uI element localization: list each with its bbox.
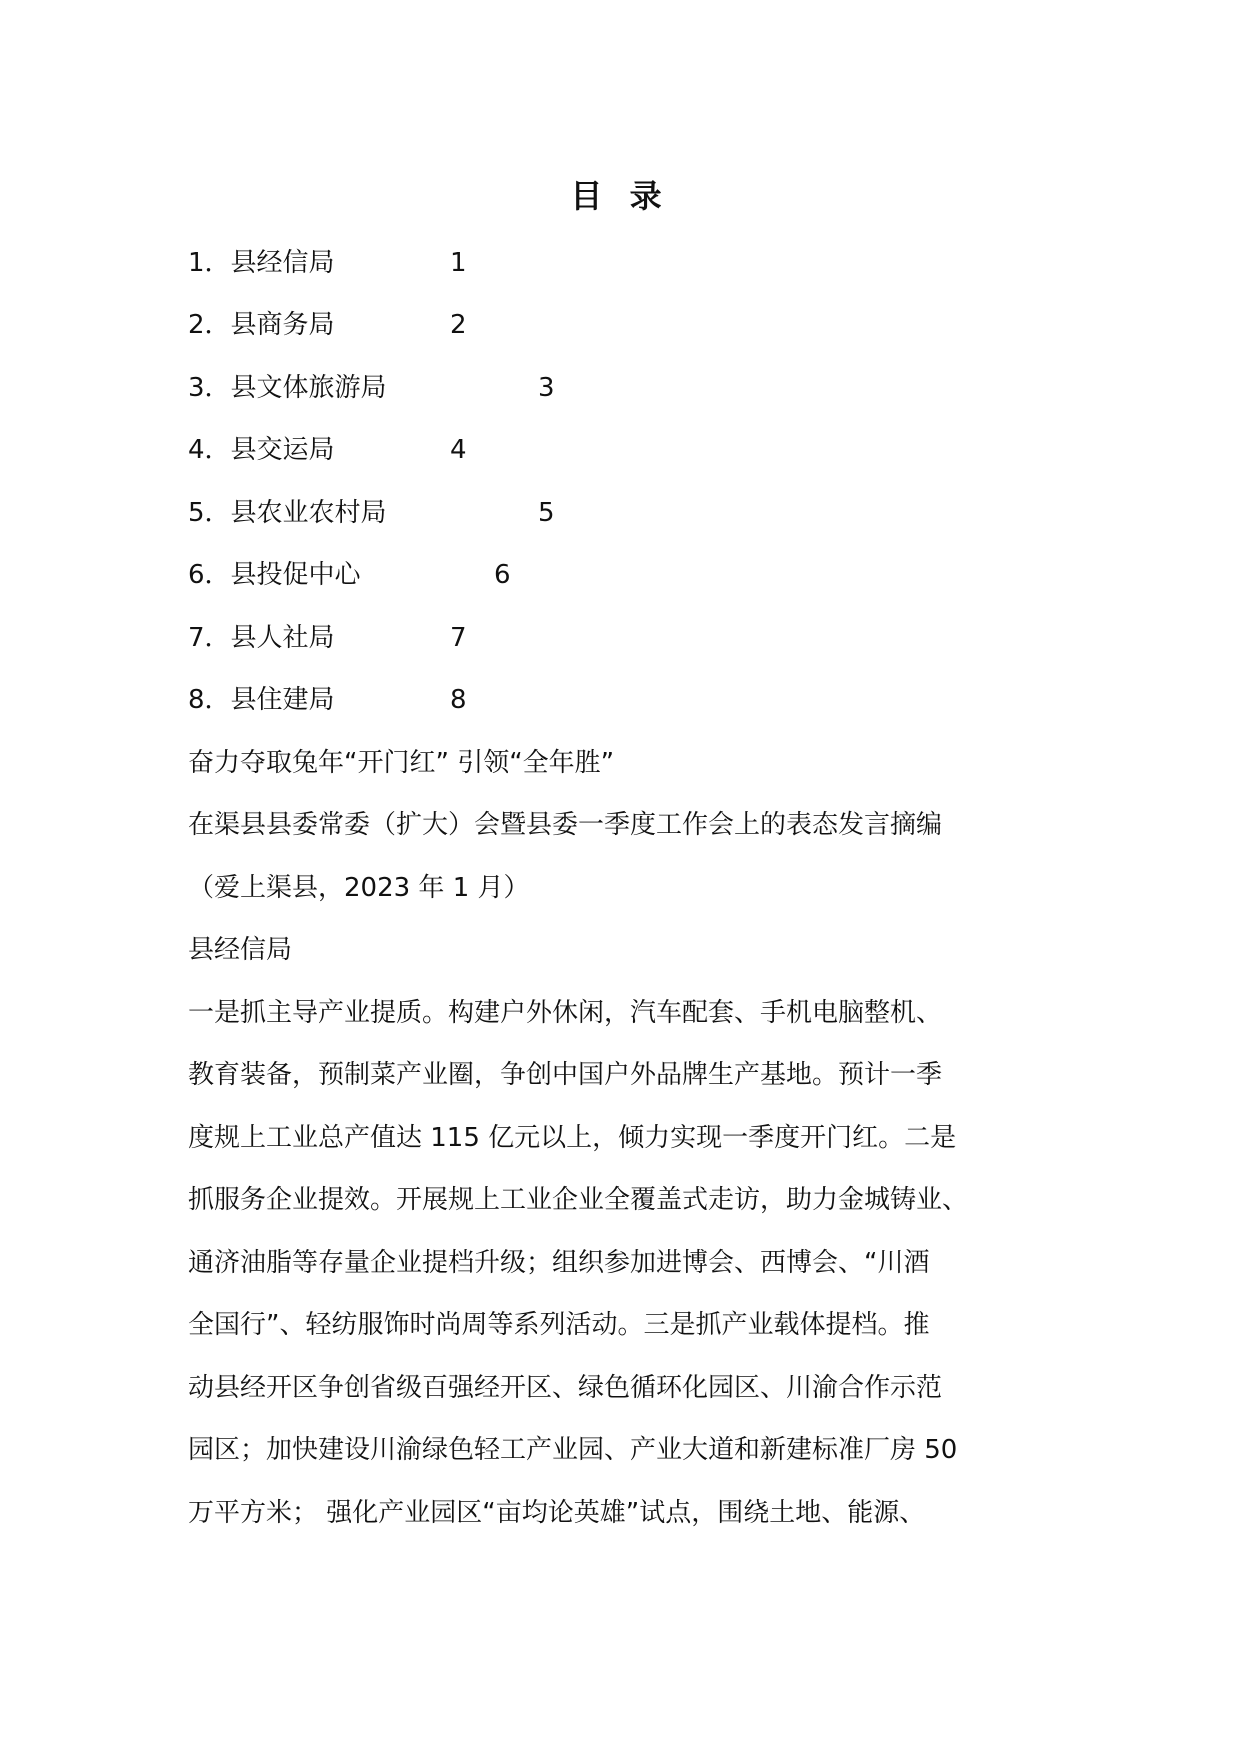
toc-item-page: 8 [450, 685, 467, 715]
toc-item-label: 6．县投促中心 [188, 560, 361, 590]
toc-item-page: 6 [494, 560, 511, 590]
body-line: 通济油脂等存量企业提档升级；组织参加进博会、西博会、“川酒 [188, 1248, 930, 1278]
toc-item-page: 4 [450, 435, 467, 465]
toc-item-page: 3 [538, 373, 555, 403]
page-title: 目 录 [570, 177, 670, 215]
body-line: 一是抓主导产业提质。构建户外休闲，汽车配套、手机电脑整机、 [188, 998, 943, 1028]
body-line: 园区；加快建设川渝绿色轻工产业园、产业大道和新建标准厂房 50 [188, 1435, 958, 1465]
toc-item-label: 4．县交运局 [188, 435, 335, 465]
document-source: （爱上渠县，2023 年 1 月） [188, 873, 530, 903]
toc-item-page: 7 [450, 623, 467, 653]
toc-item-label: 2．县商务局 [188, 310, 335, 340]
body-line: 抓服务企业提效。开展规上工业企业全覆盖式走访，助力金城铸业、 [188, 1185, 969, 1215]
toc-item-label: 8．县住建局 [188, 685, 335, 715]
toc-item-page: 1 [450, 248, 467, 278]
toc-item-page: 5 [538, 498, 555, 528]
toc-item-label: 5．县农业农村局 [188, 498, 387, 528]
body-line: 度规上工业总产值达 115 亿元以上，倾力实现一季度开门红。二是 [188, 1123, 957, 1153]
document-subheading: 在渠县县委常委（扩大）会暨县委一季度工作会上的表态发言摘编 [188, 810, 943, 840]
toc-item-label: 7．县人社局 [188, 623, 335, 653]
section-heading: 县经信局 [188, 935, 293, 965]
body-line: 万平方米； 强化产业园区“亩均论英雄”试点，围绕土地、能源、 [188, 1498, 926, 1528]
body-line: 动县经开区争创省级百强经开区、绿色循环化园区、川渝合作示范 [188, 1373, 943, 1403]
toc-item-label: 1．县经信局 [188, 248, 335, 278]
body-line: 教育装备，预制菜产业圈，争创中国户外品牌生产基地。预计一季 [188, 1060, 943, 1090]
body-line: 全国行”、轻纺服饰时尚周等系列活动。三是抓产业载体提档。推 [188, 1310, 930, 1340]
toc-item-label: 3．县文体旅游局 [188, 373, 387, 403]
document-heading: 奋力夺取兔年“开门红” 引领“全年胜” [188, 748, 615, 778]
toc-item-page: 2 [450, 310, 467, 340]
